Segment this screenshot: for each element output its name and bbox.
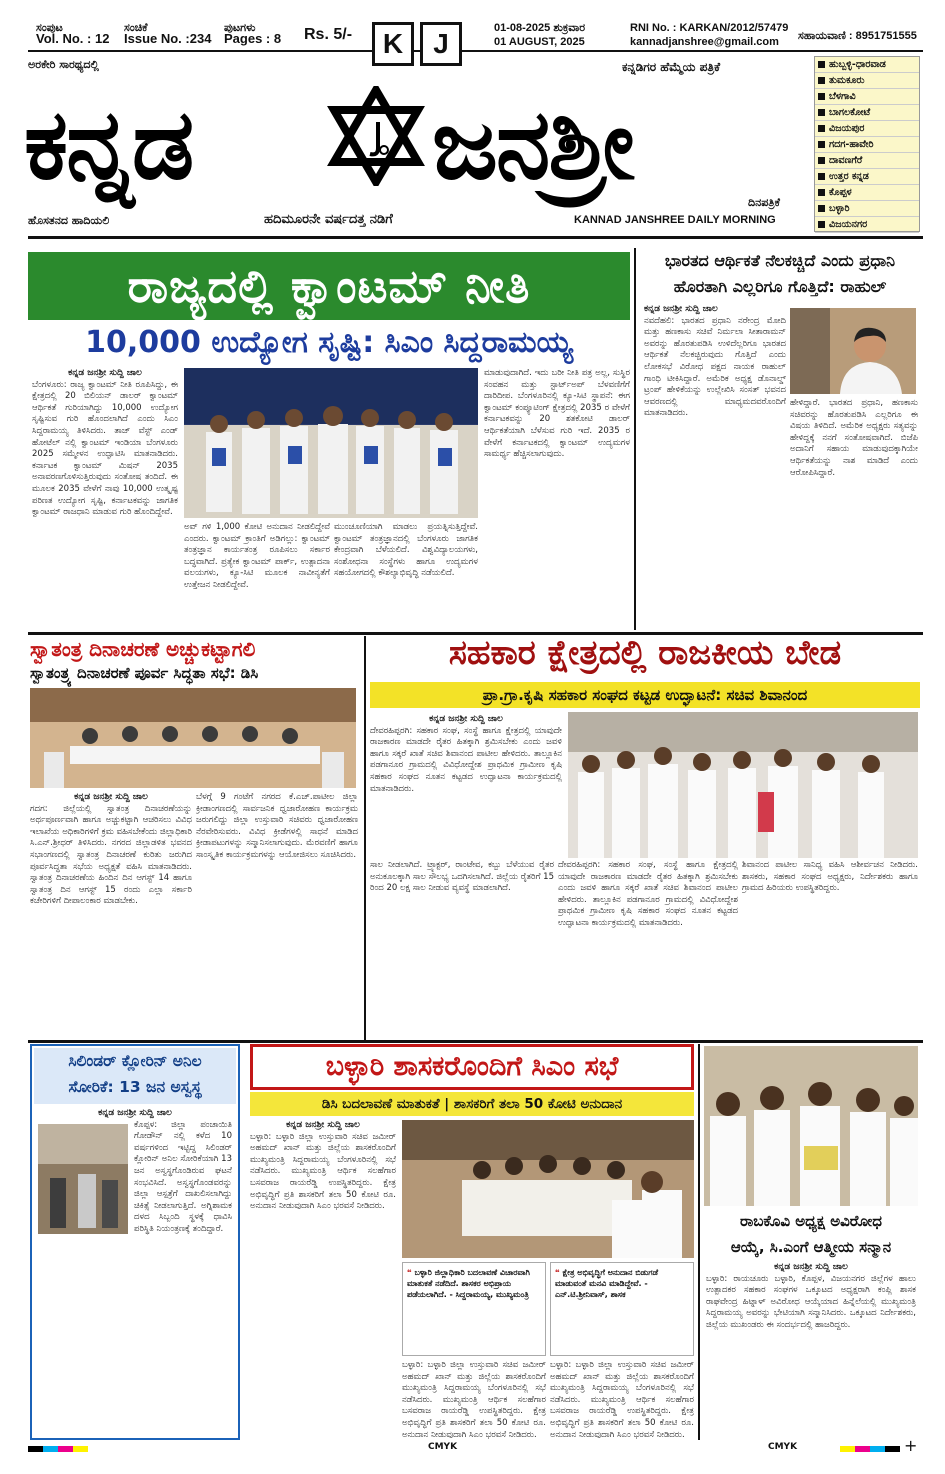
chlorine-byline: ಕನ್ನಡ ಜನಶ್ರೀ ಸುದ್ದಿ ಜಾಲ: [98, 1108, 172, 1118]
district-index-item: ಬೆಳಗಾವಿ: [815, 89, 919, 105]
lead-photo-quantum-launch: [184, 368, 478, 518]
cooperative-inauguration-photo: [568, 712, 918, 858]
rahul-photo: [790, 308, 916, 394]
top-info-bar: [28, 22, 923, 52]
lead-body-col3: ಮುಂಚೂಣಿಯಾಗಿ ಮಾಡಲು ಪ್ರಯತ್ನಿಸುತ್ತಿದ್ದೇವೆ. ಕ್ವಾಂಟಮ್ ತಂತ್ರಜ್ಞಾನದಲ್ಲಿ ಬೆಂಗಳೂರು ಜಾಗತಿಕ ಕೇಂದ್ರವಾಗಿ ಬೆಳೆಯಲಿದೆ. ವಿಶ್ವವಿದ್ಯಾಲಯಗಳು, ಸಂಶೋಧನಾ ಸಂಸ್ಥೆಗಳು ಹಾಗೂ ಉದ್ಯಮಗಳ ಸಹಯೋಗದಲ್ಲಿ ಕೌಶಲ್ಯಾಭಿವೃದ್ಧಿ ನಡೆಯಲಿದೆ.: [334, 522, 478, 579]
district-index-item: ತುಮಕೂರು: [815, 73, 919, 89]
district-index-item: ಕೊಪ್ಪಳ: [815, 185, 919, 201]
cooperative-body-text: ದೇವರಹಿಪ್ಪರಗಿ: ಸಹಕಾರ ಸಂಘ, ಸಂಸ್ಥೆ ಹಾಗೂ ಕ್ಷೇತ್ರದಲ್ಲಿ ಯಾವುದೇ ರಾಜಕಾರಣ ಮಾಡದೇ ರೈತರ ಹಿತಕ್ಕಾಗಿ ಶ್ರಮಿಸಬೇಕು ಎಂದು ಜವಳಿ ಹಾಗೂ ಸಕ್ಕರೆ ಖಾತೆ ಸಚಿವ ಶಿವಾನಂದ ಪಾಟೀಲ ಹೇಳಿದರು. ತಾಲ್ಲೂಕಿನ ಪಡಗಾನೂರ ಗ್ರಾಮದಲ್ಲಿ ವಿವಿಧೋದ್ದೇಶ ಪ್ರಾಥಮಿಕ ಗ್ರಾಮೀಣ ಕೃಷಿ ಸಹಕಾರ ಸಂಘದ ನೂತನ ಕಟ್ಟಡದ ಉದ್ಘಾಟನಾ ಕಾರ್ಯಕ್ರಮದಲ್ಲಿ ಮಾತನಾಡಿದರು.: [370, 725, 562, 794]
district-index-item: ಗದಗ-ಹಾವೇರಿ: [815, 137, 919, 153]
independence-subheadline: ಸ್ವಾತಂತ್ರ್ಯ ದಿನಾಚರಣೆ ಪೂರ್ವ ಸಿದ್ಧತಾ ಸಭೆ: ಡಿಸಿ: [30, 664, 259, 682]
rahul-byline: ಕನ್ನಡ ಜನಶ್ರೀ ಸುದ್ದಿ ಜಾಲ: [644, 304, 718, 314]
chlorine-headline: [34, 1048, 236, 1104]
masthead-tagline-bottom-center: ಹದಿಮೂರನೇ ವರ್ಷದತ್ತ ನಡಿಗೆ: [264, 212, 393, 227]
color-registration-right: [840, 1446, 900, 1452]
masthead-english-name: KANNAD JANSHREE DAILY MORNING: [574, 214, 776, 226]
district-index-item: ದಾವಣಗೆರೆ: [815, 153, 919, 169]
ballari-quote-box-1: [402, 1262, 546, 1356]
cooperative-headline: ಸಹಕಾರ ಕ್ಷೇತ್ರದಲ್ಲಿ ರಾಜಕೀಯ ಬೇಡ: [448, 633, 842, 673]
volume-label: ಸಂಪುಟ: [36, 22, 63, 34]
helpline-number: ಸಹಾಯವಾಣಿ : 8951751555: [798, 30, 917, 42]
independence-headline: ಸ್ವಾತಂತ್ರ ದಿನಾಚರಣೆ ಅಚ್ಚುಕಟ್ಟಾಗಲಿ: [30, 637, 256, 661]
masthead-divider: [28, 236, 923, 239]
pages-label: ಪುಟಗಳು: [224, 22, 256, 34]
rahul-body-text: ನವದೆಹಲಿ: ಭಾರತದ ಪ್ರಧಾನಿ ನರೇಂದ್ರ ಮೋದಿ ಮತ್ತು ಹಣಕಾಸು ಸಚಿವೆ ನಿರ್ಮಲಾ ಸೀತಾರಾಮನ್ ಅವರನ್ನು ಹೊರತುಪಡಿಸಿ ಉಳಿದೆಲ್ಲರಿಗೂ ಭಾರತದ ಆರ್ಥಿಕತೆ ನೆಲಕಚ್ಚಿರುವುದು ಗೊತ್ತಿದೆ ಎಂದು ಲೋಕಸಭೆ ವಿರೋಧ ಪಕ್ಷದ ನಾಯಕ ರಾಹುಲ್ ಗಾಂಧಿ ಟೀಕಿಸಿದ್ದಾರೆ. ಅಮೆರಿಕ ಅಧ್ಯಕ್ಷ ಡೊನಾಲ್ಡ್ ಟ್ರಂಪ್ ಹೇಳಿಕೆಯನ್ನು ಉಲ್ಲೇಖಿಸಿ ಸಂಸತ್ ಭವನದ ಆವರಣದಲ್ಲಿ ಮಾಧ್ಯಮದವರೊಂದಿಗೆ ಮಾತನಾಡಿದರು.: [644, 315, 786, 419]
district-index-item: ವಿಜಯಪುರ: [815, 121, 919, 137]
district-index-item: ಬಾಗಲಕೋಟೆ: [815, 105, 919, 121]
masthead-tagline-bottom-left: ಹೊಸತನದ ಹಾದಿಯಲಿ: [28, 214, 110, 227]
kmf-felicitation-photo: [704, 1046, 918, 1206]
independence-meeting-scene: [30, 688, 356, 788]
price: Rs. 5/-: [304, 26, 353, 43]
masthead-tagline-top-left: ಅರಕೇರಿ ಸಾರಥ್ಯದಲ್ಲಿ: [28, 58, 99, 71]
independence-byline: ಕನ್ನಡ ಜನಶ್ರೀ ಸುದ್ದಿ ಜಾಲ: [74, 792, 148, 802]
kmf-felicitation-scene: [704, 1046, 918, 1206]
chlorine-headline-line2: ಸೋರಿಕೆ: 13 ಜನ ಅಸ್ವಸ್ಥ: [68, 1078, 202, 1096]
independence-body-text: ಗದಗ: ಜಿಲ್ಲೆಯಲ್ಲಿ ಸ್ವಾತಂತ್ರ ದಿನಾಚರಣೆಯನ್ನು ಅರ್ಥಪೂರ್ಣವಾಗಿ ಹಾಗೂ ಅಚ್ಚುಕಟ್ಟಾಗಿ ಆಚರಿಸಲು ವಿವಿಧ ಇಲಾಖೆಯ ಅಧಿಕಾರಿಗಳಿಗೆ ಕ್ರಮ ವಹಿಸಬೇಕೆಂದು ಜಿಲ್ಲಾಧಿಕಾರಿ ಸಿ.ಎನ್.ಶ್ರೀಧರ್ ತಿಳಿಸಿದರು. ನಗರದ ಜಿಲ್ಲಾಡಳಿತ ಭವನದ ಸಭಾಂಗಣದಲ್ಲಿ ಸ್ವಾತಂತ್ರ ದಿನಾಚರಣೆ ಕುರಿತು ಜರುಗಿದ ಪೂರ್ವಸಿದ್ಧತಾ ಸಭೆಯ ಅಧ್ಯಕ್ಷತೆ ವಹಿಸಿ ಮಾತನಾಡಿದರು. ಸ್ವಾತಂತ್ರ ದಿನಾಚರಣೆಯ ಹಿಂದಿನ ದಿನ ಆಗಸ್ಟ್ 14 ಹಾಗೂ ಸ್ವಾತಂತ್ರ ದಿನ ಆಗಸ್ಟ್ 15 ರಂದು ಎಲ್ಲಾ ಸರ್ಕಾರಿ ಕಚೇರಿಗಳಿಗೆ ದೀಪಾಲಂಕಾರ ಮಾಡಬೇಕು.: [30, 803, 192, 907]
quote-icon: ❝: [555, 1268, 563, 1277]
masthead-title-left: ಕನ್ನಡ: [24, 88, 193, 202]
rahul-headline: ಭಾರತದ ಆರ್ಥಿಕತೆ ನೆಲಕಚ್ಚಿದೆ ಎಂದು ಪ್ರಧಾನಿ ಹೊರತಾಗಿ ಎಲ್ಲರಿಗೂ ಗೊತ್ತಿದೆ: ರಾಹುಲ್: [664, 251, 896, 296]
masthead-star-emblem: [326, 86, 426, 186]
rahul-photo-figure: [790, 308, 916, 394]
kmf-body-text: ಬಳ್ಳಾರಿ: ರಾಯಚೂರು ಬಳ್ಳಾರಿ, ಕೊಪ್ಪಳ, ವಿಜಯನಗರ ಜಿಲ್ಲೆಗಳ ಹಾಲು ಉತ್ಪಾದಕರ ಸಹಕಾರ ಸಂಘಗಳ ಒಕ್ಕೂಟದ ಅಧ್ಯಕ್ಷರಾಗಿ ಕಂಪ್ಲಿ ಶಾಸಕ ರಾಘವೇಂದ್ರ ಹಿಟ್ನಾಳ್ ಅವಿರೋಧ ಆಯ್ಕೆಯಾದ ಹಿನ್ನೆಲೆಯಲ್ಲಿ ಮುಖ್ಯಮಂತ್ರಿ ಸಿದ್ದರಾಮಯ್ಯ ಅವರನ್ನು ಭೇಟಿಯಾಗಿ ಸನ್ಮಾನಿಸಿದರು. ಒಕ್ಕೂಟದ ನಿರ್ದೇಶಕರು, ಜಿಲ್ಲೆಯ ಮುಖಂಡರು ಈ ಸಂದರ್ಭದಲ್ಲಿ ಹಾಜರಿದ್ದರು.: [706, 1273, 916, 1330]
district-index: [814, 56, 920, 232]
lead-body-col1: [32, 368, 178, 630]
chlorine-body-text: ಕೊಪ್ಪಳ: ಜಿಲ್ಲಾ ಪಂಚಾಯಿತಿ ಗೋಡೌನ್ ನಲ್ಲಿ ಕಳೆದ 10 ವರ್ಷಗಳಿಂದ ಇಟ್ಟಿದ್ದ ಸಿಲಿಂಡರ್ ಕ್ಲೋರಿನ್ ಅನಿಲ ಸೋರಿಕೆಯಾಗಿ 13 ಜನ ಅಸ್ವಸ್ಥಗೊಂಡಿರುವ ಘಟನೆ ಸಂಭವಿಸಿದೆ. ಅಸ್ವಸ್ಥಗೊಂಡವರನ್ನು ಜಿಲ್ಲಾ ಆಸ್ಪತ್ರೆಗೆ ದಾಖಲಿಸಲಾಗಿದ್ದು ಚಿಕಿತ್ಸೆ ನೀಡಲಾಗುತ್ತಿದೆ. ಅಗ್ನಿಶಾಮಕ ದಳದ ಸಿಬ್ಬಂದಿ ಸ್ಥಳಕ್ಕೆ ಧಾವಿಸಿ ಪರಿಸ್ಥಿತಿ ನಿಯಂತ್ರಣಕ್ಕೆ ತಂದಿದ್ದಾರೆ.: [134, 1119, 232, 1234]
ballari-meeting-photo: [402, 1120, 694, 1258]
email-address[interactable]: kannadjanshree@gmail.com: [630, 36, 779, 48]
independence-meeting-photo: [30, 688, 356, 788]
column-divider: [634, 248, 636, 630]
ballari-body-text: ಬಳ್ಳಾರಿ: ಬಳ್ಳಾರಿ ಜಿಲ್ಲಾ ಉಸ್ತುವಾರಿ ಸಚಿವ ಜಮೀರ್ ಅಹಮದ್ ಖಾನ್ ಮತ್ತು ಜಿಲ್ಲೆಯ ಶಾಸಕರೊಂದಿಗೆ ಮುಖ್ಯಮಂತ್ರಿ ಸಿದ್ದರಾಮಯ್ಯ ಬೆಂಗಳೂರಿನಲ್ಲಿ ಸಭೆ ನಡೆಸಿದರು. ಮುಖ್ಯಮಂತ್ರಿ ಆರ್ಥಿಕ ಸಲಹೆಗಾರ ಬಸವರಾಜ ರಾಯರೆಡ್ಡಿ ಉಪಸ್ಥಿತರಿದ್ದರು. ಕ್ಷೇತ್ರ ಅಭಿವೃದ್ಧಿಗೆ ಪ್ರತಿ ಶಾಸಕರಿಗೆ ತಲಾ 50 ಕೋಟಿ ರೂ. ಅನುದಾನ ನೀಡುವುದಾಗಿ ಸಿಎಂ ಭರವಸೆ ನೀಡಿದರು.: [250, 1131, 396, 1212]
chlorine-site-photo: [38, 1124, 128, 1234]
cooperative-subheadline: ಪ್ರಾ.ಗ್ರಾ.ಕೃಷಿ ಸಹಕಾರ ಸಂಘದ ಕಟ್ಟಡ ಉದ್ಘಾಟನೆ: ಸಚಿವ ಶಿವಾನಂದ: [370, 682, 920, 708]
pages-count: Pages : 8: [224, 31, 282, 46]
kmf-headline-line1: ರಾಬಕೊವಿ ಅಧ್ಯಕ್ಷ ಅವಿರೋಧ: [740, 1212, 882, 1230]
ballari-body-col3: ಬಳ್ಳಾರಿ: ಬಳ್ಳಾರಿ ಜಿಲ್ಲಾ ಉಸ್ತುವಾರಿ ಸಚಿವ ಜಮೀರ್ ಅಹಮದ್ ಖಾನ್ ಮತ್ತು ಜಿಲ್ಲೆಯ ಶಾಸಕರೊಂದಿಗೆ ಮುಖ್ಯಮಂತ್ರಿ ಸಿದ್ದರಾಮಯ್ಯ ಬೆಂಗಳೂರಿನಲ್ಲಿ ಸಭೆ ನಡೆಸಿದರು. ಮುಖ್ಯಮಂತ್ರಿ ಆರ್ಥಿಕ ಸಲಹೆಗಾರ ಬಸವರಾಜ ರಾಯರೆಡ್ಡಿ ಉಪಸ್ಥಿತರಿದ್ದರು. ಕ್ಷೇತ್ರ ಅಭಿವೃದ್ಧಿಗೆ ಪ್ರತಿ ಶಾಸಕರಿಗೆ ತಲಾ 50 ಕೋಟಿ ರೂ. ಅನುದಾನ ನೀಡುವುದಾಗಿ ಸಿಎಂ ಭರವಸೆ ನೀಡಿದರು.: [550, 1360, 694, 1440]
masthead-tagline-top-right: ಕನ್ನಡಿಗರ ಹೆಮ್ಮೆಯ ಪತ್ರಿಕೆ: [622, 60, 721, 74]
kmf-body: [706, 1262, 916, 1440]
column-divider-2: [364, 636, 366, 1040]
cmyk-mark-center: CMYK: [428, 1442, 458, 1452]
district-index-item: ಹುಬ್ಬಳ್ಳಿ-ಧಾರವಾಡ: [815, 57, 919, 73]
independence-body-col2: ಬೆಳಗ್ಗೆ 9 ಗಂಟೆಗೆ ನಗರದ ಕೆ.ಎಚ್.ಪಾಟೀಲ ಜಿಲ್ಲಾ ಕ್ರೀಡಾಂಗಣದಲ್ಲಿ ಸಾರ್ವಜನಿಕ ಧ್ವಜಾರೋಹಣ ಕಾರ್ಯಕ್ರಮ ಜರುಗಲಿದ್ದು ಜಿಲ್ಲಾ ಉಸ್ತುವಾರಿ ಸಚಿವರು ಧ್ವಜಾರೋಹಣ ನೆರವೇರಿಸುವರು. ವಿವಿಧ ಕ್ರೀಡೆಗಳಲ್ಲಿ ಸಾಧನೆ ಮಾಡಿದ ಕ್ರೀಡಾಪಟುಗಳನ್ನು ಸನ್ಮಾನಿಸಲಾಗುವುದು. ಮೆರವಣಿಗೆ ಹಾಗೂ ಸಾಂಸ್ಕೃತಿಕ ಕಾರ್ಯಕ್ರಮಗಳನ್ನು ಆಯೋಜಿಸಲು ಸೂಚಿಸಿದರು.: [196, 792, 358, 860]
rni-number: RNI No. : KARKAN/2012/57479: [630, 22, 789, 34]
ballari-quote-1: ಬಳ್ಳಾರಿ ಜಿಲ್ಲಾಧಿಕಾರಿ ಬದಲಾವಣೆ ವಿಚಾರವಾಗಿ ಮಾತುಕತೆ ನಡೆದಿದೆ. ಶಾಸಕರ ಅಭಿಪ್ರಾಯ ಪಡೆಯಲಾಗಿದೆ. - ಸಿದ್ದರಾಮಯ್ಯ, ಮುಖ್ಯಮಂತ್ರಿ: [407, 1268, 530, 1299]
kj-logo-j: J: [420, 22, 462, 66]
ballari-body-col1: [250, 1120, 396, 1356]
section-divider-2: [28, 1040, 923, 1043]
lead-body-col2: ಅವ್ ಗಳಿ 1,000 ಕೋಟಿ ಅನುದಾನ ನೀಡಲಿದ್ದೇವೆ ಎಂದರು. ಕ್ವಾಂಟಮ್ ಕ್ರಾಂತಿಗೆ ಅಡಿಗಲ್ಲು: ಕ್ವಾಂಟಮ್ ತಂತ್ರಜ್ಞಾನ ಕಾರ್ಯತಂತ್ರ ರೂಪಿಸಲು ಸರ್ಕಾರ ಬದ್ಧವಾಗಿದೆ. ಪ್ರತ್ಯೇಕ ಕ್ವಾಂಟಮ್ ಪಾರ್ಕ್, ಉತ್ಪಾದನಾ ವಲಯಗಳು, ಕ್ಯೂ-ಸಿಟಿ ಮೂಲಕ ನಾವೀನ್ಯತೆಗೆ ಉತ್ತೇಜನ ನೀಡಲಿದ್ದೇವೆ.: [184, 522, 330, 590]
kmf-headline: [704, 1208, 918, 1260]
independence-body-col1: [30, 792, 192, 1038]
volume-number: Vol. No. : 12: [36, 31, 110, 46]
ballari-meeting-scene: [402, 1120, 694, 1258]
kmf-headline-line2: ಆಯ್ಕೆ, ಸಿ.ಎಂಗೆ ಆತ್ಮೀಯ ಸನ್ಮಾನ: [730, 1238, 892, 1256]
chlorine-headline-line1: ಸಿಲಿಂಡರ್ ಕ್ಲೋರಿನ್ ಅನಿಲ: [68, 1052, 202, 1070]
ballari-quote-box-2: [550, 1262, 694, 1356]
lead-byline: ಕನ್ನಡ ಜನಶ್ರೀ ಸುದ್ದಿ ಜಾಲ: [68, 368, 142, 378]
district-index-item: ಉತ್ತರ ಕನ್ನಡ: [815, 169, 919, 185]
kj-logo: [372, 22, 466, 66]
masthead-title-right: ಜನಶ್ರೀ: [432, 88, 633, 202]
kmf-byline: ಕನ್ನಡ ಜನಶ್ರೀ ಸುದ್ದಿ ಜಾಲ: [774, 1262, 848, 1272]
date-english: 01 AUGUST, 2025: [494, 36, 585, 48]
quote-icon: ❝: [407, 1268, 415, 1277]
district-index-item: ವಿಜಯನಗರ: [815, 217, 919, 233]
issue-label: ಸಂಚಿಕೆ: [124, 22, 148, 34]
chlorine-body: [38, 1108, 232, 1436]
lead-body-text: ಬೆಂಗಳೂರು: ರಾಜ್ಯ ಕ್ವಾಂಟಮ್ ನೀತಿ ರೂಪಿಸಿದ್ದು, ಈ ಕ್ಷೇತ್ರದಲ್ಲಿ 20 ಬಿಲಿಯನ್ ಡಾಲರ್ ಕ್ವಾಂಟಮ್ ಆರ್ಥಿಕತೆ ಗುರಿಯಾಗಿದ್ದು 10,000 ಉದ್ಯೋಗ ಸೃಷ್ಟಿಸುವ ಗುರಿ ಹೊಂದಲಾಗಿದೆ ಎಂದು ಸಿಎಂ ಸಿದ್ದರಾಮಯ್ಯ ತಿಳಿಸಿದರು. ತಾಜ್ ವೆಸ್ಟ್ ಎಂಡ್ ಹೋಟೆಲ್ ನಲ್ಲಿ ಕ್ವಾಂಟಮ್ ಇಂಡಿಯಾ ಬೆಂಗಳೂರು 2025 ಸಮ್ಮೇಳನ ಉದ್ಘಾಟಿಸಿ ಮಾತನಾಡಿದರು. ಕರ್ನಾಟಕ ಕ್ವಾಂಟಮ್ ಮಿಷನ್ 2035 ಅನಾವರಣಗೊಳಿಸುತ್ತಿರುವುದು ಸಂತೋಷ ತಂದಿದೆ. ಈ ಮೂಲಕ 2035 ವೇಳೆಗೆ ನಾವು 10,000 ಉತ್ಕೃಷ್ಟ ಪರಿಣತ ಉದ್ಯೋಗ ಸೃಷ್ಟಿ, ಕರ್ನಾಟಕವನ್ನು ಜಾಗತಿಕ ಕ್ವಾಂಟಮ್ ರಾಜಧಾನಿ ಮಾಡುವ ಗುರಿ ಹೊಂದಿದ್ದೇವೆ.: [32, 379, 178, 518]
cooperative-body-col2: ಸಾಲ ನೀಡಲಾಗಿದೆ. ಟ್ರ್ಯಾಕ್ಟರ್, ರಾಂಟೇವ, ಕಬ್ಬು ಬೆಳೆಯುವ ರೈತರ ಅನುಕೂಲಕ್ಕಾಗಿ ಸಾಲ ಸೌಲಭ್ಯ ಒದಗಿಸಲಾಗಿದೆ. ಜಿಲ್ಲೆಯ ರೈತರಿಗೆ 15 ರಿಂದ 20 ಲಕ್ಷ ಸಾಲ ನೀಡುವ ವ್ಯವಸ್ಥೆ ಮಾಡಲಾಗಿದೆ.: [370, 860, 554, 894]
cooperative-body-col1: [370, 714, 562, 834]
masthead-edition: ದಿನಪತ್ರಿಕೆ: [748, 196, 780, 209]
cooperative-inauguration-scene: [568, 712, 918, 858]
cmyk-mark-right: CMYK: [768, 1442, 798, 1452]
cooperative-body-col3: ದೇವರಹಿಪ್ಪರಗಿ: ಸಹಕಾರ ಸಂಘ, ಸಂಸ್ಥೆ ಹಾಗೂ ಕ್ಷೇತ್ರದಲ್ಲಿ ಯಾವುದೇ ರಾಜಕಾರಣ ಮಾಡದೇ ರೈತರ ಹಿತಕ್ಕಾಗಿ ಶ್ರಮಿಸಬೇಕು ಎಂದು ಜವಳಿ ಹಾಗೂ ಸಕ್ಕರೆ ಖಾತೆ ಸಚಿವ ಶಿವಾನಂದ ಪಾಟೀಲ ಹೇಳಿದರು. ತಾಲ್ಲೂಕಿನ ಪಡಗಾನೂರ ಗ್ರಾಮದಲ್ಲಿ ವಿವಿಧೋದ್ದೇಶ ಪ್ರಾಥಮಿಕ ಗ್ರಾಮೀಣ ಕೃಷಿ ಸಹಕಾರ ಸಂಘದ ನೂತನ ಕಟ್ಟಡದ ಉದ್ಘಾಟನಾ ಕಾರ್ಯಕ್ರಮದಲ್ಲಿ ಮಾತನಾಡಿದರು.: [558, 860, 738, 928]
ballari-headline: ಬಳ್ಳಾರಿ ಶಾಸಕರೊಂದಿಗೆ ಸಿಎಂ ಸಭೆ: [250, 1044, 694, 1090]
date-kannada: 01-08-2025 ಶುಕ್ರವಾರ: [494, 22, 586, 34]
issue-number: Issue No. :234: [124, 31, 212, 46]
color-registration-left: [28, 1446, 88, 1452]
district-index-item: ಬಳ್ಳಾರಿ: [815, 201, 919, 217]
lead-subheadline: 10,000 ಉದ್ಯೋಗ ಸೃಷ್ಟಿ: ಸಿಎಂ ಸಿದ್ದರಾಮಯ್ಯ: [85, 325, 573, 360]
rahul-body-col1: [644, 304, 786, 630]
chlorine-site-scene: [38, 1124, 128, 1234]
lead-photo-people: [184, 368, 478, 518]
kj-logo-k: K: [372, 22, 414, 66]
rahul-body-col2: ಹೇಳಿದ್ದಾರೆ. ಭಾರತದ ಪ್ರಧಾನಿ, ಹಣಕಾಸು ಸಚಿವರನ್ನು ಹೊರತುಪಡಿಸಿ ಎಲ್ಲರಿಗೂ ಈ ವಿಷಯ ತಿಳಿದಿದೆ. ಅಮೆರಿಕ ಅಧ್ಯಕ್ಷರು ಸತ್ಯವನ್ನು ಹೇಳಿದ್ದಕ್ಕೆ ನನಗೆ ಸಂತೋಷವಾಗಿದೆ. ಬಿಜೆಪಿ ಅದಾನಿಗೆ ಸಹಾಯ ಮಾಡುವುದಕ್ಕಾಗಿಯೇ ಆರ್ಥಿಕತೆಯನ್ನು ನಾಶ ಮಾಡಿದೆ ಎಂದು ಆರೋಪಿಸಿದ್ದಾರೆ.: [790, 398, 918, 478]
ballari-quote-2: ಕ್ಷೇತ್ರ ಅಭಿವೃದ್ಧಿಗೆ ಅನುದಾನ ಬಿಡುಗಡೆ ಮಾಡುವಂತೆ ಮನವಿ ಮಾಡಿದ್ದೇವೆ. - ಎನ್.ಟಿ.ಶ್ರೀನಿವಾಸ್, ಶಾಸಕ: [555, 1268, 659, 1299]
registration-crosshair-icon: +: [904, 1436, 918, 1455]
ballari-subheadline: ಡಿಸಿ ಬದಲಾವಣೆ ಮಾತುಕತೆ | ಶಾಸಕರಿಗೆ ತಲಾ 50 ಕೋಟಿ ಅನುದಾನ: [250, 1092, 694, 1116]
ballari-byline: ಕನ್ನಡ ಜನಶ್ರೀ ಸುದ್ದಿ ಜಾಲ: [286, 1120, 360, 1130]
cooperative-byline: ಕನ್ನಡ ಜನಶ್ರೀ ಸುದ್ದಿ ಜಾಲ: [429, 714, 503, 724]
lead-headline: ರಾಜ್ಯದಲ್ಲಿ ಕ್ವಾಂಟಮ್ ನೀತಿ: [28, 252, 630, 320]
lead-body-col4: ಮಾಡುವುದಾಗಿದೆ. ಇದು ಬರೀ ನೀತಿ ಪತ್ರ ಅಲ್ಲ, ಸುಸ್ಥಿರ ಸಂವಹನ ಮತ್ತು ಸ್ಟಾರ್ಟ್ಅಪ್ ಬೆಳವಣಿಗೆಗೆ ದಾರಿದೀಪ. ಬೆಂಗಳೂರಿನಲ್ಲಿ ಕ್ಯೂ-ಸಿಟಿ ಸ್ಥಾಪನೆ: ಈಗ ಕ್ವಾಂಟಮ್ ಕಂಪ್ಯೂಟಿಂಗ್ ಕ್ಷೇತ್ರದಲ್ಲಿ 2035 ರ ವೇಳೆಗೆ ಕರ್ನಾಟಕವನ್ನು 20 ಶತಕೋಟಿ ಡಾಲರ್ ಆರ್ಥಿಕತೆಯಾಗಿ ಬೆಳೆಸುವ ಗುರಿ ಇದೆ. 2035 ರ ವೇಳೆಗೆ ಕರ್ನಾಟಕದಲ್ಲಿ ಕ್ವಾಂಟಮ್ ಉದ್ಯಮಗಳ ಸಾಮರ್ಥ್ಯ ಹೆಚ್ಚಿಸಲಾಗುವುದು.: [484, 368, 630, 460]
ballari-body-col2: ಬಳ್ಳಾರಿ: ಬಳ್ಳಾರಿ ಜಿಲ್ಲಾ ಉಸ್ತುವಾರಿ ಸಚಿವ ಜಮೀರ್ ಅಹಮದ್ ಖಾನ್ ಮತ್ತು ಜಿಲ್ಲೆಯ ಶಾಸಕರೊಂದಿಗೆ ಮುಖ್ಯಮಂತ್ರಿ ಸಿದ್ದರಾಮಯ್ಯ ಬೆಂಗಳೂರಿನಲ್ಲಿ ಸಭೆ ನಡೆಸಿದರು. ಮುಖ್ಯಮಂತ್ರಿ ಆರ್ಥಿಕ ಸಲಹೆಗಾರ ಬಸವರಾಜ ರಾಯರೆಡ್ಡಿ ಉಪಸ್ಥಿತರಿದ್ದರು. ಕ್ಷೇತ್ರ ಅಭಿವೃದ್ಧಿಗೆ ಪ್ರತಿ ಶಾಸಕರಿಗೆ ತಲಾ 50 ಕೋಟಿ ರೂ. ಅನುದಾನ ನೀಡುವುದಾಗಿ ಸಿಎಂ ಭರವಸೆ ನೀಡಿದರು.: [402, 1360, 546, 1440]
cooperative-body-col4: ಶಿವಾನಂದ ಪಾಟೀಲ ಸಾನಿಧ್ಯ ವಹಿಸಿ ಆಶೀರ್ವಚನ ನೀಡಿದರು. ಶಾಸಕರು, ಸಹಕಾರ ಸಂಘದ ಅಧ್ಯಕ್ಷರು, ನಿರ್ದೇಶಕರು ಹಾಗೂ ಗ್ರಾಮದ ಹಿರಿಯರು ಉಪಸ್ಥಿತರಿದ್ದರು.: [742, 860, 918, 894]
column-divider-3: [698, 1044, 700, 1440]
